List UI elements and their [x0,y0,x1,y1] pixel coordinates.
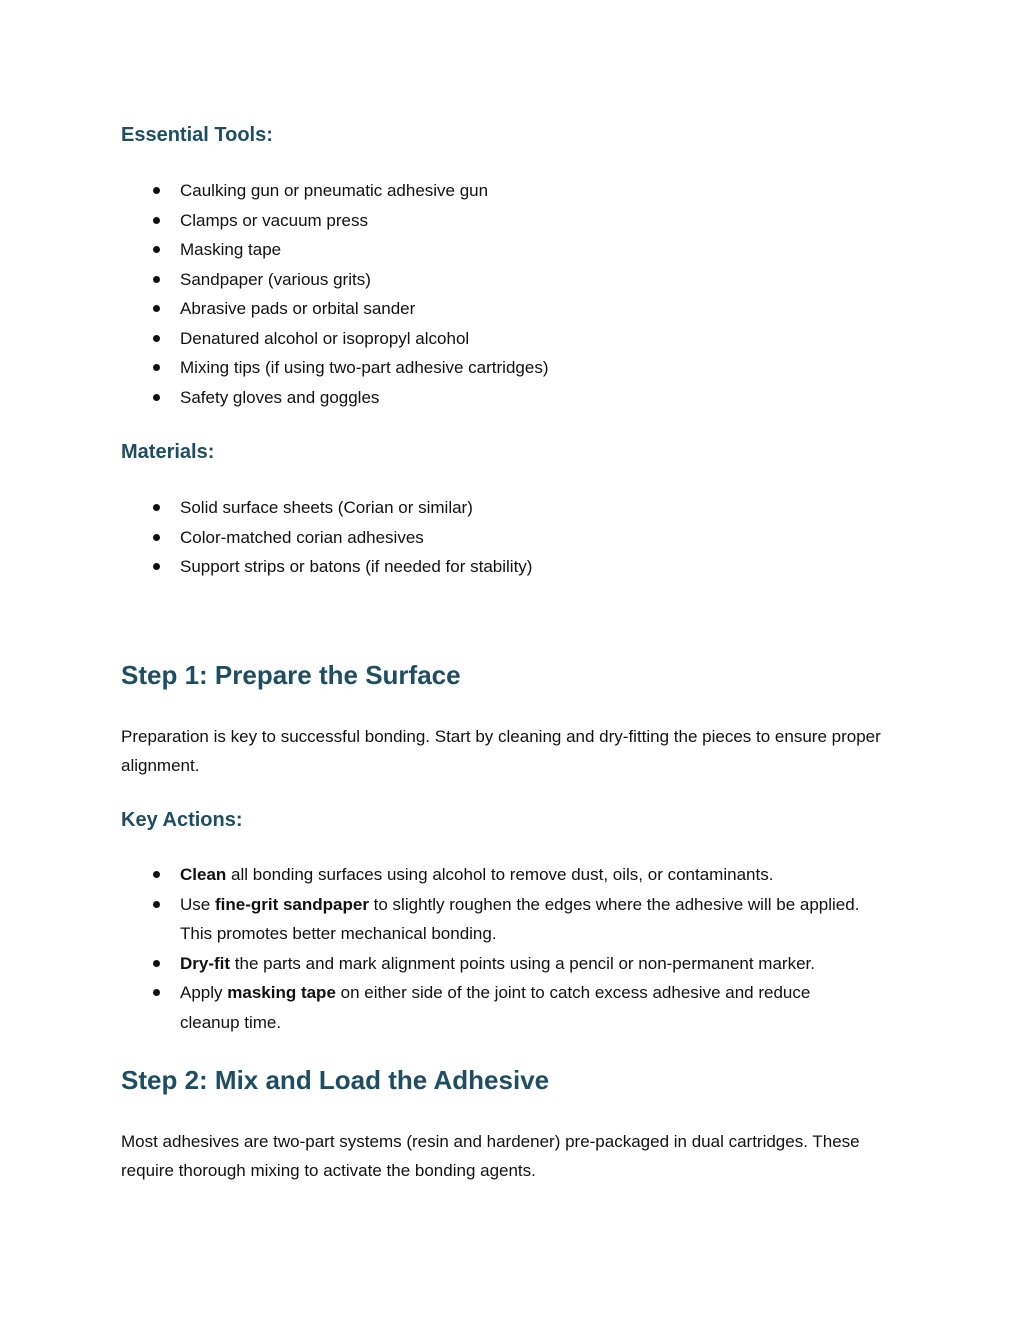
step2-heading: Step 2: Mix and Load the Adhesive [121,1065,550,1095]
bullet-icon [153,989,160,996]
list-item-text: Mixing tips (if using two-part adhesive cartridges) [180,358,549,377]
bullet-icon [153,534,160,541]
list-item-text: Denatured alcohol or isopropyl alcohol [180,328,470,348]
action-post: to slightly roughen the edges where the adhesive will be applied. This promotes better mechanical bonding. [180,894,860,943]
action-bold: masking tape [227,983,336,1002]
bullet-icon [153,901,160,908]
list-item [121,978,861,1037]
list-item-text: Safety gloves and goggles [180,387,380,407]
action-post: the parts and mark alignment points using a pencil or non-permanent marker. [230,953,815,973]
bullet-icon [153,364,160,371]
step1-intro: Preparation is key to successful bonding. Start by cleaning and dry-fitting the pieces to ensure proper alignment. [121,727,881,775]
list-item-text: Color-matched corian adhesives [180,527,424,547]
step2-intro: Most adhesives are two-part systems (resin and hardener) pre-packaged in dual cartridges. These require thorough mixing to activate the bonding agents. [121,1132,860,1180]
essential-tools-list [121,176,861,412]
list-item [121,265,861,295]
bullet-icon [153,276,160,283]
materials-list [121,493,861,582]
bullet-icon [153,217,160,224]
list-item [121,523,861,553]
action-post: on either side of the joint to catch excess adhesive and reduce cleanup time. [180,983,811,1032]
list-item-text: Caulking gun or pneumatic adhesive gun [180,181,489,200]
list-item [121,324,861,354]
action-pre: Use [180,894,215,914]
action-bold: Dry-fit [180,953,231,973]
list-item [121,552,861,582]
list-item [121,353,861,383]
bullet-icon [153,335,160,342]
list-item [121,206,861,236]
bullet-icon [153,394,160,401]
list-item [121,176,861,206]
bullet-icon [153,246,160,253]
list-item-text: Abrasive pads or orbital sander [180,299,416,318]
list-item [121,949,861,979]
action-post: all bonding surfaces using alcohol to remove dust, oils, or contaminants. [226,865,774,884]
key-actions-heading: Key Actions: [121,809,243,831]
list-item [121,860,861,890]
list-item [121,890,861,949]
list-item [121,235,861,265]
bullet-icon [153,305,160,312]
list-item-text: Sandpaper (various grits) [180,269,371,289]
key-actions-list [121,860,861,1037]
bullet-icon [153,504,160,511]
list-item-text: Solid surface sheets (Corian or similar) [180,498,473,517]
list-item [121,383,861,413]
list-item-text: Support strips or batons (if needed for stability) [180,557,533,576]
bullet-icon [153,871,160,878]
list-item-text: Masking tape [180,240,282,259]
action-bold: Clean [180,865,227,884]
list-item [121,493,861,523]
bullet-icon [153,960,160,967]
action-bold: fine-grit sandpaper [214,894,369,914]
list-item [121,294,861,324]
step1-heading: Step 1: Prepare the Surface [121,660,461,690]
list-item-text: Clamps or vacuum press [180,210,369,230]
materials-heading: Materials: [121,441,215,463]
essential-tools-heading: Essential Tools: [121,124,273,146]
action-pre: Apply [180,983,228,1002]
bullet-icon [153,187,160,194]
bullet-icon [153,563,160,570]
